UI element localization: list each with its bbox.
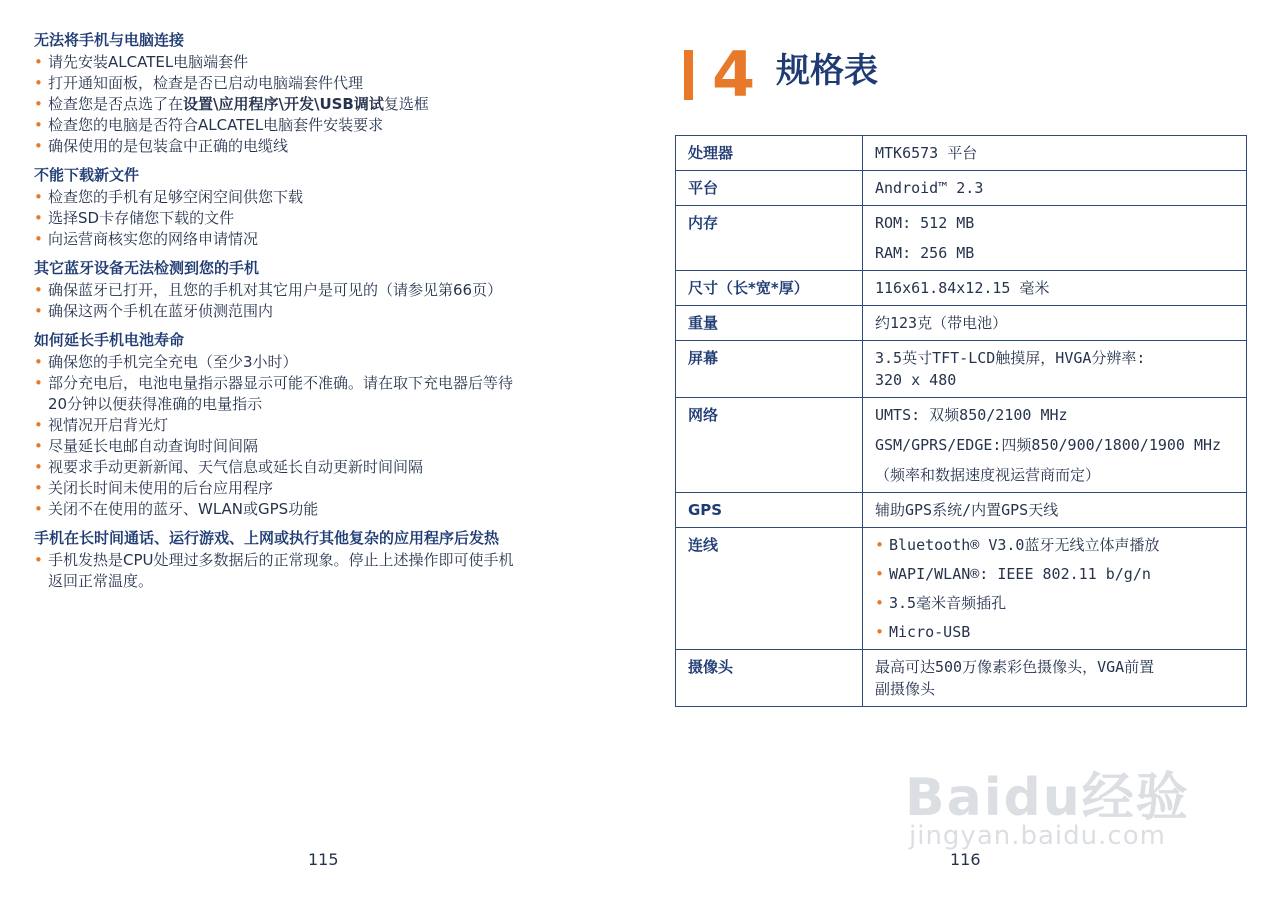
bullet-text: 部分充电后，电池电量指示器显示可能不准确。请在取下充电器后等待 20分钟以便获得准确的电量指示 — [48, 374, 514, 413]
bullet-item — [34, 187, 634, 208]
bullet-text: 选择SD卡存储您下载的文件 — [48, 209, 235, 227]
bullet-item — [34, 457, 634, 478]
spec-value — [863, 341, 1247, 398]
bullet-item — [34, 52, 634, 73]
chapter-bar — [684, 50, 693, 100]
section-title: 无法将手机与电脑连接 — [34, 31, 185, 49]
spec-value-line: 辅助GPS系统/内置GPS天线 — [875, 501, 1059, 519]
bullet-item — [34, 550, 634, 592]
spec-value-line: MTK6573 平台 — [875, 144, 978, 162]
bullet-text: 确保使用的是包装盒中正确的电缆线 — [48, 137, 289, 155]
baidu-watermark — [905, 745, 1205, 865]
spec-table — [675, 135, 1247, 707]
bullet-text: 检查您的手机有足够空闲空间供您下载 — [48, 188, 304, 206]
spec-row — [676, 341, 1247, 398]
spec-value-line: Android™ 2.3 — [875, 179, 984, 197]
bullet-text: 尽量延长电邮自动查询时间间隔 — [48, 437, 259, 455]
bullet-text: 打开通知面板，检查是否已启动电脑端套件代理 — [48, 74, 364, 92]
spec-value-bullet: • WAPI/WLAN®: IEEE 802.11 b/g/n — [875, 563, 1242, 585]
spec-value-line: 3.5英寸TFT-LCD触摸屏，HVGA分辨率: 320 x 480 — [875, 349, 1146, 389]
section-title: 其它蓝牙设备无法检测到您的手机 — [34, 259, 260, 277]
spec-row — [676, 306, 1247, 341]
spec-key: 处理器 — [676, 136, 863, 171]
section-title: 不能下载新文件 — [34, 166, 140, 184]
bullet-text: 关闭长时间未使用的后台应用程序 — [48, 479, 274, 497]
section-title: 手机在长时间通话、运行游戏、上网或执行其他复杂的应用程序后发热 — [34, 529, 500, 547]
bullet-text: 视要求手动更新新闻、天气信息或延长自动更新时间间隔 — [48, 458, 424, 476]
spec-row — [676, 206, 1247, 271]
bullet-text: 关闭不在使用的蓝牙、WLAN或GPS功能 — [48, 500, 319, 518]
troubleshooting-column — [34, 30, 634, 592]
bullet-text: 确保蓝牙已打开，且您的手机对其它用户是可见的（请参见第66页） — [48, 281, 503, 299]
spec-row — [676, 171, 1247, 206]
spec-value — [863, 306, 1247, 341]
spec-key: 内存 — [676, 206, 863, 271]
spec-row — [676, 493, 1247, 528]
spec-row — [676, 398, 1247, 493]
chapter-number: 4 — [712, 38, 756, 111]
bullet-item — [34, 208, 634, 229]
spec-row — [676, 271, 1247, 306]
spec-key: 摄像头 — [676, 650, 863, 707]
spec-row — [676, 528, 1247, 650]
watermark-brand: Baidu经验 — [905, 768, 1190, 828]
spec-value-line: GSM/GPRS/EDGE:四频850/900/1800/1900 MHz — [875, 436, 1222, 454]
bullet-item — [34, 115, 634, 136]
chapter-title: 规格表 — [776, 51, 878, 91]
spec-value-line: ROM: 512 MB — [875, 214, 975, 232]
spec-value — [863, 136, 1247, 171]
section-title: 如何延长手机电池寿命 — [34, 331, 185, 349]
bullet-text: 向运营商核实您的网络申请情况 — [48, 230, 259, 248]
bullet-text: 视情况开启背光灯 — [48, 416, 169, 434]
bullet-text: 检查您是否点选了在 — [48, 95, 184, 113]
bullet-text: 请先安装ALCATEL电脑端套件 — [48, 53, 249, 71]
spec-value-line: 约123克（带电池） — [875, 314, 1008, 332]
spec-value-line: 116x61.84x12.15 毫米 — [875, 279, 1050, 297]
spec-value — [863, 528, 1247, 650]
bullet-item — [34, 280, 634, 301]
bullet-item — [34, 136, 634, 157]
spec-value — [863, 493, 1247, 528]
spec-value-line: RAM: 256 MB — [875, 244, 975, 262]
spec-row — [676, 650, 1247, 707]
spec-key: 重量 — [676, 306, 863, 341]
spec-value-line: （频率和数据速度视运营商而定） — [875, 466, 1101, 484]
spec-key: 平台 — [676, 171, 863, 206]
watermark-url: jingyan.baidu.com — [909, 821, 1166, 851]
spec-key: 尺寸（长*宽*厚） — [676, 271, 863, 306]
spec-value — [863, 398, 1247, 493]
spec-key: 连线 — [676, 528, 863, 650]
spec-value — [863, 650, 1247, 707]
spec-value — [863, 206, 1247, 271]
bullet-item — [34, 73, 634, 94]
spec-value-bullet: • Bluetooth® V3.0蓝牙无线立体声播放 — [875, 534, 1242, 556]
bullet-text-post: 复选框 — [383, 95, 429, 113]
bullet-item — [34, 373, 634, 415]
spec-value — [863, 271, 1247, 306]
bullet-item — [34, 229, 634, 250]
bullet-item — [34, 478, 634, 499]
spec-key: GPS — [676, 493, 863, 528]
spec-value — [863, 171, 1247, 206]
bullet-item — [34, 415, 634, 436]
bullet-item — [34, 301, 634, 322]
bullet-text: 检查您的电脑是否符合ALCATEL电脑套件安装要求 — [48, 116, 384, 134]
spec-value-line: 最高可达500万像素彩色摄像头，VGA前置 副摄像头 — [875, 658, 1155, 698]
spec-key: 网络 — [676, 398, 863, 493]
bullet-text: 确保这两个手机在蓝牙侦测范围内 — [48, 302, 274, 320]
bullet-text: 确保您的手机完全充电（至少3小时） — [48, 353, 298, 371]
bullet-item — [34, 352, 634, 373]
spec-value-bullet: • 3.5毫米音频插孔 — [875, 592, 1242, 614]
spec-value-bullet: • Micro-USB — [875, 621, 1242, 643]
bullet-item — [34, 436, 634, 457]
spec-row — [676, 136, 1247, 171]
bullet-item — [34, 94, 634, 115]
page-number-right: 116 — [950, 850, 981, 869]
spec-key: 屏幕 — [676, 341, 863, 398]
page-number-left: 115 — [308, 850, 339, 869]
bullet-text-bold: 设置\应用程序\开发\USB调试 — [183, 95, 384, 113]
bullet-text: 手机发热是CPU处理过多数据后的正常现象。停止上述操作即可使手机 返回正常温度。 — [48, 551, 514, 590]
spec-value-line: UMTS: 双频850/2100 MHz — [875, 406, 1068, 424]
bullet-item — [34, 499, 634, 520]
